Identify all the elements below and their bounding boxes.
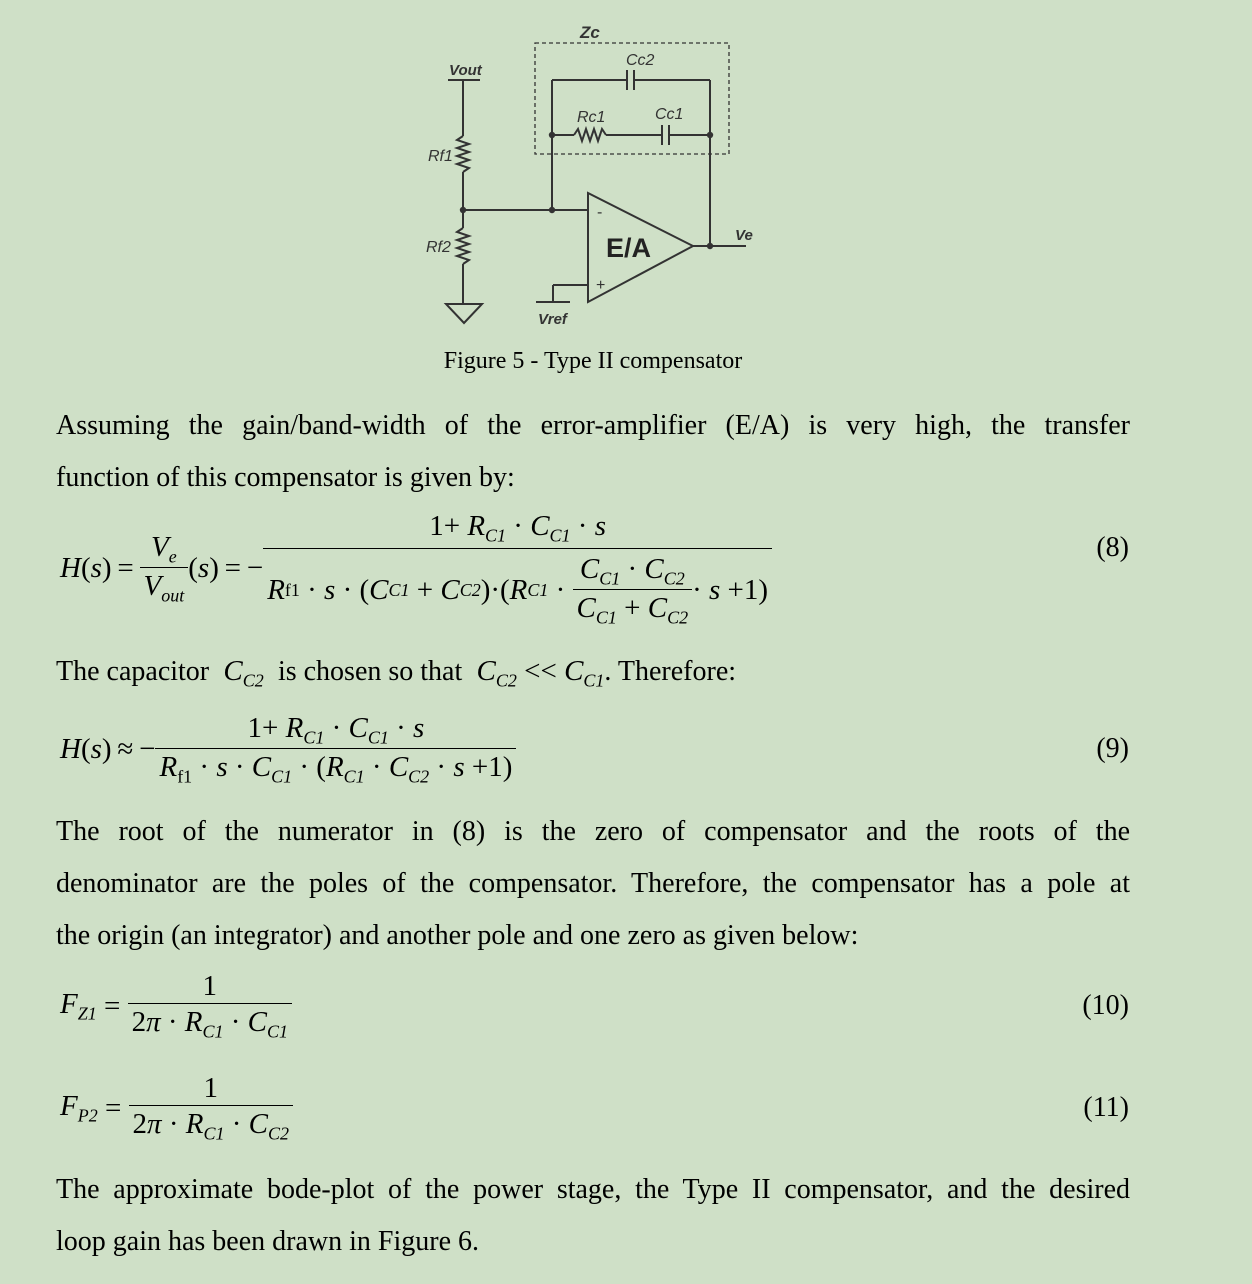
paragraph-2: The capacitor $C_{C2}$ is chosen so that $C_{C2} << C_{C1}$. Therefore: [56, 655, 737, 691]
type-ii-compensator-schematic [0, 0, 1252, 340]
p1-line-1: Assuming the gain/band-width of the error-amplifier (E/A) is very high, the transfer [56, 410, 1130, 441]
label-vout: Vout [449, 62, 482, 79]
label-zc: Zc [580, 23, 600, 42]
label-plus: + [596, 277, 606, 294]
paragraph-4 [56, 1164, 1130, 1268]
label-rf2: Rf2 [426, 239, 451, 256]
label-cc2: Cc2 [626, 52, 655, 69]
label-rc1: Rc1 [577, 109, 606, 126]
label-rf1: Rf1 [428, 148, 453, 165]
equation-11: $F_{P2}$ = $\frac{1}{2\pi \cdot R_{C1} \cdot C_{C2}}$ [60, 1072, 293, 1144]
p2-text-2: is chosen so that [277, 656, 463, 687]
p4-line-1: The approximate bode-plot of the power stage, the Type II compensator, and the desired [56, 1174, 1130, 1205]
p3-line-3: the origin (an integrator) and another pole and one zero as given below: [56, 920, 859, 951]
paragraph-3 [56, 806, 1130, 962]
paragraph-1 [56, 400, 1130, 504]
p1-line-2: function of this compensator is given by: [56, 462, 515, 493]
label-ea: E/A [606, 233, 652, 263]
figure-caption: Figure 5 - Type II compensator [443, 348, 743, 374]
p2-text-1: The capacitor [56, 656, 210, 687]
rf2-resistor [457, 228, 469, 264]
eq9-number: (9) [1096, 733, 1129, 764]
label-cc1: Cc1 [655, 106, 684, 123]
label-vref: Vref [538, 311, 567, 328]
ground-symbol [446, 304, 482, 323]
p3-line-2: denominator are the poles of the compensator. Therefore, the compensator has a pole at [56, 868, 1130, 899]
label-minus: - [597, 204, 603, 221]
p4-line-2: loop gain has been drawn in Figure 6. [56, 1226, 480, 1257]
equation-8: H ( s ) = $\frac{V_e}{V_{out}}$ ( s ) = − $1+ R_{C1} \cdot C_{C1} \cdot s$ R f1 · s · ( C C1 + C C2 )·( R C1 · $\frac{C_{C1} \cdot C_{C2}}{C_{C1} + C_{C2}}$ · s +1) [60, 510, 772, 628]
equation-10: $F_{Z1}$ = $\frac{1}{2\pi \cdot R_{C1} \cdot C_{C1}}$ [60, 970, 292, 1042]
rc1-resistor [574, 129, 606, 141]
p2-text-3: . Therefore: [604, 656, 737, 687]
p3-line-1: The root of the numerator in (8) is the zero of compensator and the roots of the [56, 816, 1130, 847]
eq10-number: (10) [1082, 990, 1129, 1021]
eq8-number: (8) [1096, 532, 1129, 563]
equation-9: H ( s ) ≈ − $\frac{1+ R_{C1} \cdot C_{C1} \cdot s}{R_{f1} \cdot s \cdot C_{C1} \cdot (R_{C1} \cdot C_{C2} \cdot s +1)}$ [60, 712, 516, 787]
eq11-number: (11) [1083, 1092, 1129, 1123]
rf1-resistor [457, 136, 469, 172]
label-ve: Ve [735, 227, 753, 244]
